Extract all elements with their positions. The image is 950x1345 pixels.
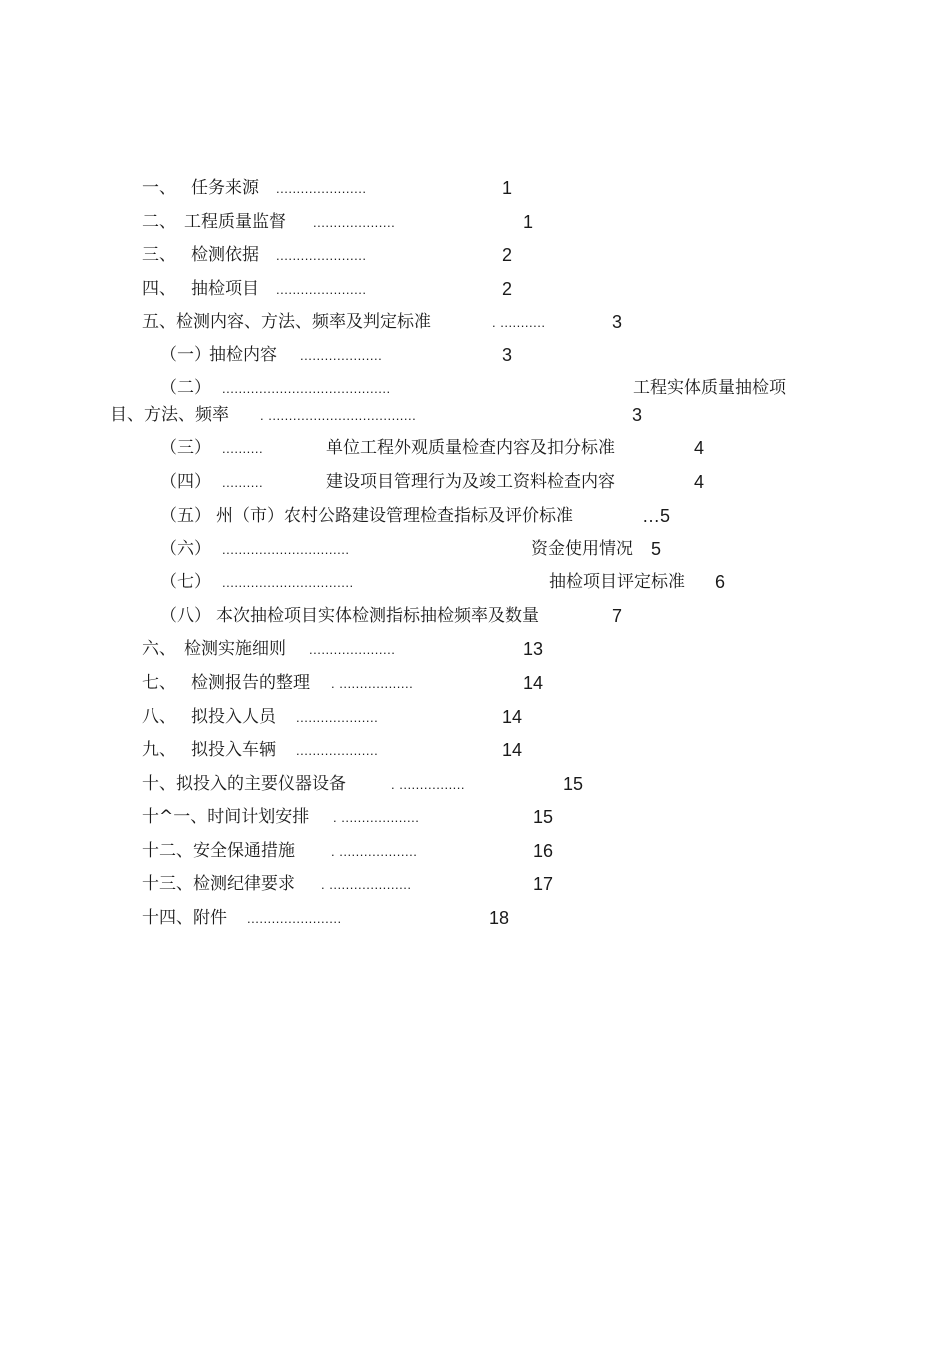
toc-page: 1	[502, 178, 513, 198]
toc-page: 3	[502, 345, 513, 365]
toc-page: 15	[533, 807, 554, 827]
toc-title: 拟投入车辆	[191, 740, 276, 760]
toc-title: 检测报告的整理	[191, 673, 310, 693]
toc-leader: ..........	[222, 475, 264, 490]
toc-prefix: （六）	[160, 539, 211, 559]
toc-leader: ......................	[276, 181, 367, 196]
toc-title: 建设项目管理行为及竣工资料检查内容	[326, 472, 615, 492]
toc-prefix: （二）	[160, 378, 211, 398]
toc-page: 13	[523, 639, 544, 659]
toc-leader: ..........	[222, 441, 264, 456]
toc-page: 7	[612, 606, 623, 626]
toc-prefix: 四、	[142, 279, 176, 299]
toc-prefix: （七）	[160, 572, 211, 592]
toc-page: 18	[489, 908, 510, 928]
toc-page: 3	[632, 405, 643, 425]
toc-leader: . ....................	[321, 877, 412, 892]
toc-page: 6	[715, 572, 726, 592]
toc-prefix: （五）	[160, 506, 211, 526]
toc-leader: . ...................	[333, 810, 420, 825]
toc-prefix: （四）	[160, 472, 211, 492]
toc-title: 工程质量监督	[184, 212, 286, 232]
toc-page: 16	[533, 841, 554, 861]
toc-title: 抽检项目评定标准	[549, 572, 685, 592]
toc-page: 2	[502, 279, 513, 299]
toc-leader: ................................	[222, 575, 354, 590]
toc-leader: . ...................	[331, 844, 418, 859]
toc-title: 抽检内容	[209, 345, 277, 365]
toc-prefix: （八）	[160, 606, 211, 626]
toc-prefix: 一、	[142, 178, 176, 198]
toc-leader: .....................	[309, 642, 396, 657]
toc-page: …5	[642, 506, 671, 526]
toc-title: 检测实施细则	[184, 639, 286, 659]
toc-title-continued: 目、方法、频率	[110, 405, 229, 425]
toc-leader: ....................	[296, 710, 379, 725]
toc-prefix: （三）	[160, 438, 211, 458]
toc-page: 4	[694, 438, 705, 458]
toc-title: 十四、附件	[142, 908, 227, 928]
toc-title: 工程实体质量抽检项	[633, 378, 786, 398]
toc-page: 14	[502, 707, 523, 727]
toc-page: 5	[651, 539, 662, 559]
toc-page: 4	[694, 472, 705, 492]
toc-title: 十^一、时间计划安排	[142, 807, 310, 827]
toc-leader: ....................	[313, 215, 396, 230]
toc-leader: .......................	[247, 911, 342, 926]
toc-title: 资金使用情况	[531, 539, 633, 559]
toc-title: 州（市）农村公路建设管理检查指标及评价标准	[216, 506, 573, 526]
toc-page: 14	[502, 740, 523, 760]
toc-page: 3	[612, 312, 623, 332]
toc-title: 十三、检测纪律要求	[142, 874, 295, 894]
toc-title: 五、检测内容、方法、频率及判定标准	[142, 312, 431, 332]
toc-title: 单位工程外观质量检查内容及扣分标准	[326, 438, 615, 458]
toc-prefix: （一）	[160, 345, 211, 365]
toc-leader: . ................	[391, 777, 466, 792]
toc-prefix: 二、	[142, 212, 176, 232]
toc-title: 十二、安全保通措施	[142, 841, 295, 861]
toc-title: 检测依据	[191, 245, 259, 265]
toc-leader: . ....................................	[260, 408, 417, 423]
toc-prefix: 七、	[142, 673, 176, 693]
toc-prefix: 八、	[142, 707, 176, 727]
toc-leader: . ..................	[331, 676, 414, 691]
toc-page: 2	[502, 245, 513, 265]
toc-page: 15	[563, 774, 584, 794]
toc-leader: ......................	[276, 248, 367, 263]
toc-title: 任务来源	[191, 178, 259, 198]
toc-page: 17	[533, 874, 554, 894]
toc-title: 十、拟投入的主要仪器设备	[142, 774, 346, 794]
toc-leader: . ...........	[492, 315, 546, 330]
toc-leader: ...............................	[222, 542, 350, 557]
toc-prefix: 六、	[142, 639, 176, 659]
toc-title: 抽检项目	[191, 279, 259, 299]
toc-leader: .........................................	[222, 381, 391, 396]
toc-title: 本次抽检项目实体检测指标抽检频率及数量	[216, 606, 539, 626]
toc-page: 14	[523, 673, 544, 693]
toc-title: 拟投入人员	[191, 707, 276, 727]
toc-prefix: 三、	[142, 245, 176, 265]
toc-page: 1	[523, 212, 534, 232]
toc-prefix: 九、	[142, 740, 176, 760]
toc-leader: ....................	[296, 743, 379, 758]
toc-leader: ......................	[276, 282, 367, 297]
toc-leader: ....................	[300, 348, 383, 363]
